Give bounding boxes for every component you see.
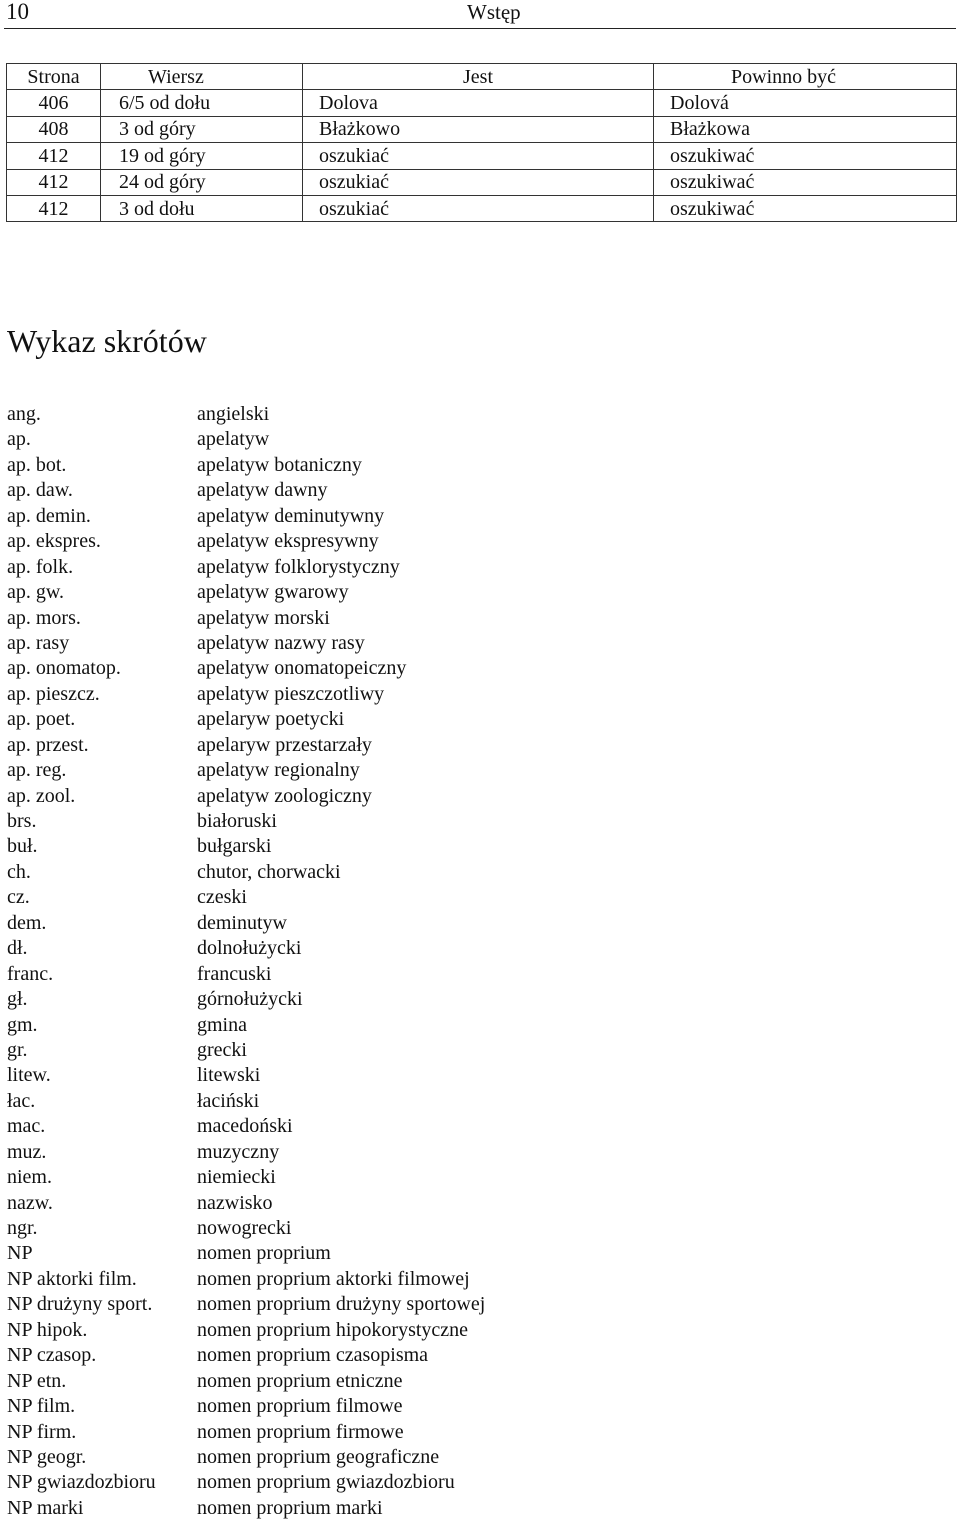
abbreviation-expansion: muzyczny — [197, 1140, 280, 1163]
list-item — [7, 1394, 707, 1419]
cell-jest: oszukiać — [303, 143, 654, 169]
abbreviation: muz. — [7, 1140, 47, 1163]
abbreviation-expansion: francuski — [197, 962, 272, 985]
abbreviation: ang. — [7, 403, 41, 425]
abbreviation: mac. — [7, 1115, 46, 1138]
cell-jest: Błażkowo — [303, 116, 654, 142]
list-item — [7, 733, 707, 758]
abbreviation: ngr. — [7, 1217, 38, 1239]
table-row — [7, 195, 957, 221]
abbreviation: ap. bot. — [7, 453, 67, 476]
abbreviation: ch. — [7, 860, 31, 883]
list-item — [7, 1013, 707, 1038]
column-header-jest: Jest — [303, 64, 654, 90]
abbreviation: brs. — [7, 810, 37, 832]
abbreviation-expansion: apelatyw morski — [197, 606, 330, 629]
abbreviation-expansion: apelatyw dawny — [197, 479, 328, 502]
abbreviation: ap. rasy — [7, 631, 70, 654]
abbreviation-expansion: apelatyw zoologiczny — [197, 784, 372, 807]
table-row — [7, 116, 957, 142]
abbreviation: ap. onomatop. — [7, 657, 121, 680]
abbreviation: łac. — [7, 1089, 36, 1112]
abbreviation-expansion: apelaryw przestarzały — [197, 733, 372, 756]
list-item — [7, 656, 707, 681]
abbreviation-expansion: nomen proprium gwiazdozbioru — [197, 1471, 455, 1494]
abbreviation: ap. daw. — [7, 479, 73, 502]
abbreviation-expansion: czeski — [197, 886, 247, 909]
abbreviation-expansion: apelatyw — [197, 428, 270, 451]
list-item — [7, 911, 707, 936]
cell-powinno-byc: oszukiwać — [654, 195, 957, 221]
abbreviation: dł. — [7, 937, 28, 960]
list-item — [7, 809, 707, 834]
list-item — [7, 580, 707, 605]
abbreviation: NP gwiazdozbioru — [7, 1471, 156, 1494]
list-item — [7, 758, 707, 783]
table-row — [7, 169, 957, 195]
column-header-strona: Strona — [7, 64, 101, 90]
table-row — [7, 143, 957, 169]
abbreviation: ap. ekspres. — [7, 530, 101, 553]
abbreviation: NP marki — [7, 1496, 84, 1519]
cell-strona: 412 — [7, 143, 101, 169]
abbreviation: NP etn. — [7, 1369, 67, 1392]
abbreviation: ap. — [7, 428, 31, 451]
abbreviation-expansion: nomen proprium etniczne — [197, 1369, 403, 1392]
abbreviation: NP czasop. — [7, 1344, 97, 1367]
list-item — [7, 427, 707, 452]
abbreviation: NP — [7, 1242, 33, 1265]
abbreviation: ap. pieszcz. — [7, 682, 100, 705]
cell-strona: 406 — [7, 90, 101, 116]
abbreviation: litew. — [7, 1064, 51, 1087]
list-item — [7, 860, 707, 885]
cell-strona: 412 — [7, 169, 101, 195]
abbreviation-expansion: nomen proprium aktorki filmowej — [197, 1267, 470, 1290]
cell-jest: oszukiać — [303, 195, 654, 221]
list-item — [7, 1445, 707, 1470]
list-item — [7, 402, 707, 427]
errata-table — [6, 63, 957, 222]
cell-jest: Dolova — [303, 90, 654, 116]
list-item — [7, 936, 707, 961]
abbreviation-expansion: dolnołużycki — [197, 937, 302, 960]
abbreviation-expansion: litewski — [197, 1064, 261, 1087]
abbreviation: NP geogr. — [7, 1445, 87, 1468]
abbreviation-expansion: apelatyw pieszczotliwy — [197, 682, 385, 705]
list-item — [7, 885, 707, 910]
abbreviation-expansion: nomen proprium czasopisma — [197, 1344, 429, 1367]
abbreviation-expansion: białoruski — [197, 810, 277, 832]
abbreviation-expansion: nomen proprium hipokorystyczne — [197, 1318, 469, 1341]
list-item — [7, 1114, 707, 1139]
list-item — [7, 1165, 707, 1190]
abbreviation: NP drużyny sport. — [7, 1293, 153, 1316]
abbreviation-expansion: nomen proprium — [197, 1242, 331, 1265]
abbreviation: gm. — [7, 1013, 38, 1036]
list-item — [7, 1216, 707, 1241]
cell-strona: 408 — [7, 116, 101, 142]
abbreviation: gr. — [7, 1038, 28, 1061]
abbreviation: gł. — [7, 988, 28, 1011]
abbreviation-expansion: apelatyw folklorystyczny — [197, 555, 400, 578]
abbreviation-expansion: niemiecki — [197, 1166, 276, 1189]
abbreviation-expansion: górnołużycki — [197, 988, 303, 1011]
abbreviation-expansion: chutor, chorwacki — [197, 860, 341, 883]
list-item — [7, 707, 707, 732]
list-item — [7, 1496, 707, 1521]
page-header — [0, 0, 960, 30]
list-item — [7, 1369, 707, 1394]
abbreviation-list — [7, 402, 707, 1521]
abbreviation: ap. zool. — [7, 784, 76, 807]
list-item — [7, 478, 707, 503]
list-item — [7, 453, 707, 478]
abbreviation-expansion: bułgarski — [197, 835, 272, 858]
cell-powinno-byc: Dolová — [654, 90, 957, 116]
cell-powinno-byc: oszukiwać — [654, 169, 957, 195]
abbreviation-expansion: apelatyw botaniczny — [197, 453, 362, 476]
abbreviation-expansion: deminutyw — [197, 911, 287, 934]
abbreviation: franc. — [7, 962, 54, 985]
abbreviation-expansion: nomen proprium filmowe — [197, 1395, 403, 1418]
column-header-wiersz: Wiersz — [101, 64, 303, 90]
errata-header-row — [7, 64, 957, 90]
abbreviation: nazw. — [7, 1191, 53, 1214]
table-row — [7, 90, 957, 116]
list-item — [7, 962, 707, 987]
abbreviation-expansion: nomen proprium drużyny sportowej — [197, 1293, 486, 1316]
abbreviation: ap. poet. — [7, 708, 76, 731]
abbreviation-expansion: angielski — [197, 403, 270, 425]
abbreviation: NP hipok. — [7, 1318, 88, 1341]
list-item — [7, 529, 707, 554]
abbreviation-expansion: apelatyw nazwy rasy — [197, 631, 365, 654]
abbreviation: ap. mors. — [7, 606, 81, 629]
cell-wiersz: 19 od góry — [101, 143, 303, 169]
list-item — [7, 1038, 707, 1063]
abbreviation-expansion: apelatyw gwarowy — [197, 581, 349, 604]
abbreviation-expansion: apelatyw onomatopeiczny — [197, 657, 407, 680]
abbreviation: ap. przest. — [7, 733, 89, 756]
list-item — [7, 504, 707, 529]
abbreviation-expansion: gmina — [197, 1013, 247, 1036]
list-item — [7, 1470, 707, 1495]
abbreviation: cz. — [7, 886, 30, 909]
abbreviation-expansion: macedoński — [197, 1115, 293, 1138]
abbreviation-expansion: nowogrecki — [197, 1217, 292, 1239]
column-header-powinno-byc: Powinno być — [654, 64, 957, 90]
abbreviation-expansion: nomen proprium marki — [197, 1496, 383, 1519]
abbreviation: NP firm. — [7, 1420, 77, 1443]
abbreviation-expansion: nomen proprium geograficzne — [197, 1445, 440, 1468]
abbreviation-expansion: grecki — [197, 1038, 247, 1061]
abbreviation-expansion: apelatyw deminutywny — [197, 504, 385, 527]
running-title: Wstęp — [467, 0, 521, 24]
cell-wiersz: 3 od dołu — [101, 195, 303, 221]
abbreviation: NP aktorki film. — [7, 1267, 137, 1290]
abbreviation: ap. reg. — [7, 759, 67, 782]
abbreviation: ap. demin. — [7, 504, 91, 527]
cell-powinno-byc: Błażkowa — [654, 116, 957, 142]
abbreviation-expansion: apelaryw poetycki — [197, 708, 345, 731]
list-item — [7, 1318, 707, 1343]
page-number: 10 — [6, 0, 29, 24]
list-item — [7, 631, 707, 656]
list-item — [7, 1191, 707, 1216]
abbreviation: niem. — [7, 1166, 52, 1189]
section-title: Wykaz skrótów — [7, 323, 207, 359]
abbreviation-expansion: apelatyw ekspresywny — [197, 530, 379, 553]
list-item — [7, 1089, 707, 1114]
cell-wiersz: 6/5 od dołu — [101, 90, 303, 116]
cell-strona: 412 — [7, 195, 101, 221]
abbreviation: buł. — [7, 835, 38, 858]
list-item — [7, 1063, 707, 1088]
header-rule — [4, 28, 956, 29]
list-item — [7, 1420, 707, 1445]
abbreviation-expansion: apelatyw regionalny — [197, 759, 360, 782]
abbreviation: NP film. — [7, 1395, 76, 1418]
list-item — [7, 987, 707, 1012]
cell-powinno-byc: oszukiwać — [654, 143, 957, 169]
abbreviation: ap. folk. — [7, 555, 74, 578]
cell-wiersz: 3 od góry — [101, 116, 303, 142]
cell-jest: oszukiać — [303, 169, 654, 195]
abbreviation-expansion: łaciński — [197, 1089, 260, 1112]
list-item — [7, 555, 707, 580]
list-item — [7, 682, 707, 707]
abbreviation-expansion: nazwisko — [197, 1191, 273, 1214]
list-item — [7, 784, 707, 809]
list-item — [7, 1140, 707, 1165]
list-item — [7, 1241, 707, 1266]
abbreviation-expansion: nomen proprium firmowe — [197, 1420, 404, 1443]
abbreviation: dem. — [7, 911, 47, 934]
list-item — [7, 834, 707, 859]
list-item — [7, 1343, 707, 1368]
list-item — [7, 606, 707, 631]
list-item — [7, 1292, 707, 1317]
abbreviation: ap. gw. — [7, 581, 65, 604]
cell-wiersz: 24 od góry — [101, 169, 303, 195]
list-item — [7, 1267, 707, 1292]
